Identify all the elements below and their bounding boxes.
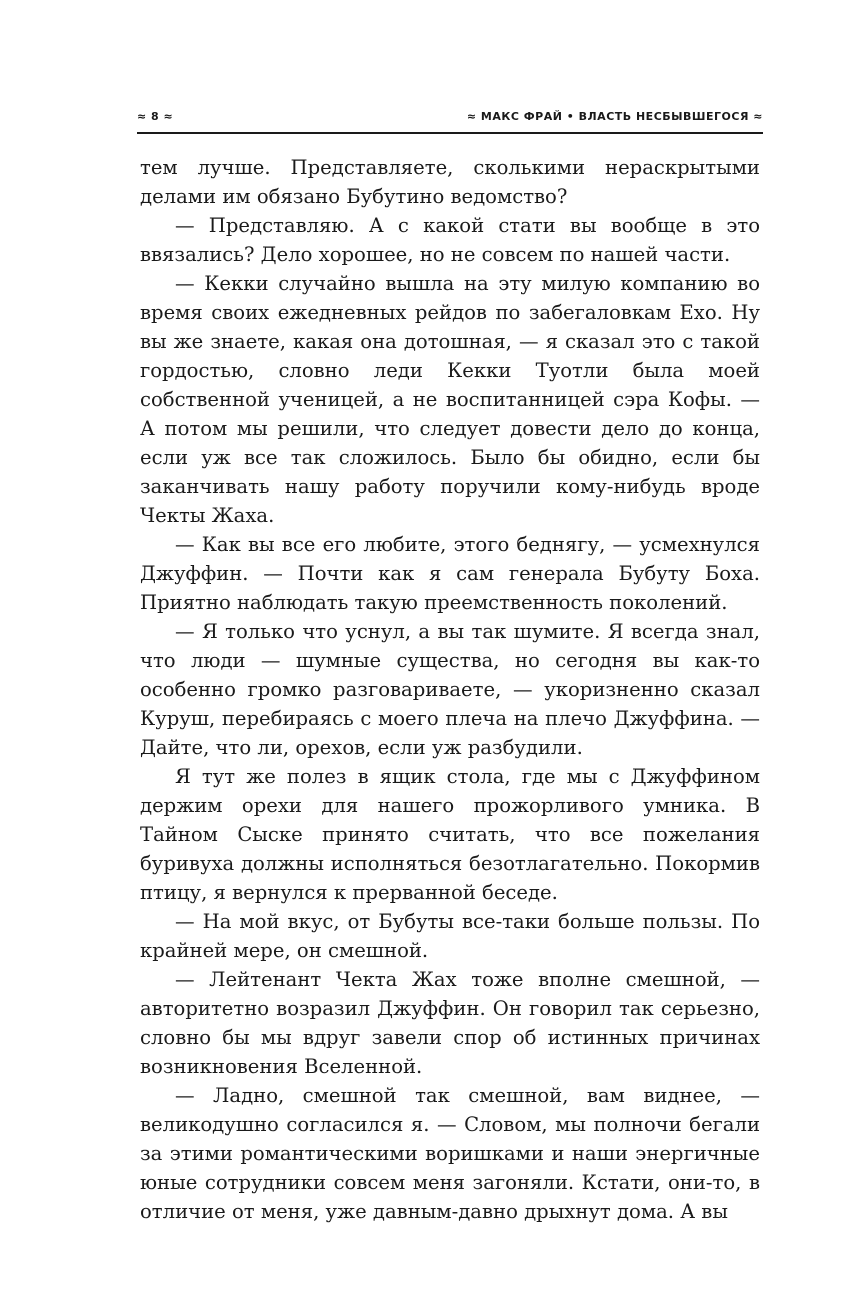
paragraph: — Представляю. А с какой стати вы вообще в это ввязались? Дело хорошее, но не совсем по нашей части. (140, 214, 760, 266)
paragraph: — Я только что уснул, а вы так шумите. Я всегда знал, что люди — шумные существа, но сегодня вы как-то особенно громко разговариваете, — укоризненно сказал Куруш, перебираясь с моего плеча на плечо Джуффина. — Дайте, что ли, орехов, если уж разбудили. (140, 620, 760, 759)
running-title: ≈ МАКС ФРАЙ • ВЛАСТЬ НЕСБЫВШЕГОСЯ ≈ (466, 110, 763, 123)
header-rule (137, 132, 763, 134)
paragraph: — Лейтенант Чекта Жах тоже вполне смешной, — авторитетно возразил Джуффин. Он говорил так серьезно, словно бы мы вдруг завели спор об истинных причинах возникновения Вселенной. (140, 968, 760, 1078)
paragraph: — Кекки случайно вышла на эту милую компанию во время своих ежедневных рейдов по забегаловкам Ехо. Ну вы же знаете, какая она дотошная, — я сказал это с такой гордостью, словно леди Кекки Туотли была моей собственной ученицей, а не воспитанницей сэра Кофы. — А потом мы решили, что следует довести дело до конца, если уж все так сложилось. Было бы обидно, если бы заканчивать нашу работу поручили кому-нибудь вроде Чекты Жаха. (140, 272, 760, 527)
paragraph: — На мой вкус, от Бубуты все-таки больше пользы. По крайней мере, он смешной. (140, 910, 760, 962)
page-number: ≈ 8 ≈ (137, 110, 174, 123)
running-header (137, 110, 763, 130)
paragraph: — Как вы все его любите, этого беднягу, — усмехнулся Джуффин. — Почти как я сам генерала Бубуту Боха. Приятно наблюдать такую преемственность поколений. (140, 533, 760, 614)
page-body (140, 153, 760, 1226)
paragraph: — Ладно, смешной так смешной, вам виднее, — великодушно согласился я. — Словом, мы полночи бегали за этими романтическими воришками и наши энергичные юные сотрудники совсем меня загоняли. Кстати, они-то, в отличие от меня, уже давным-давно дрыхнут дома. А вы (140, 1084, 760, 1223)
paragraph: тем лучше. Представляете, сколькими нераскрытыми делами им обязано Бубутино ведомство? (140, 156, 760, 208)
paragraph: Я тут же полез в ящик стола, где мы с Джуффином держим орехи для нашего прожорливого умника. В Тайном Сыске принято считать, что все пожелания буривуха должны исполняться безотлагательно. Покормив птицу, я вернулся к прерванной беседе. (140, 765, 760, 904)
